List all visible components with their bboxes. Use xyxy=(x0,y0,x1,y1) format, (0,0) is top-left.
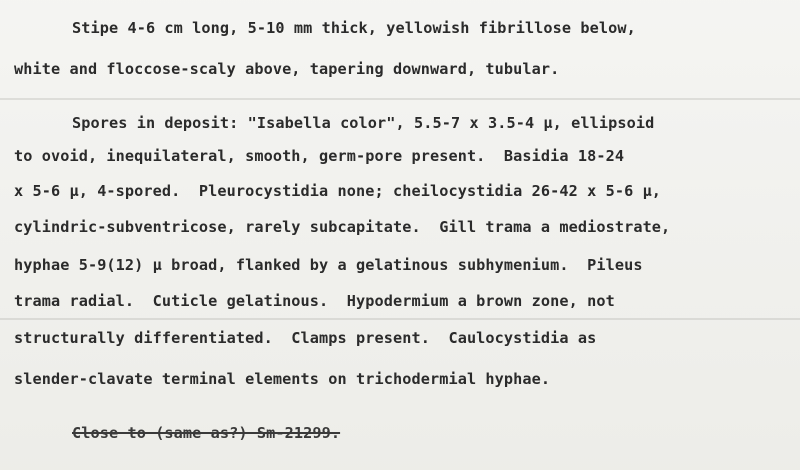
text-line: x 5-6 µ, 4-spored. Pleurocystidia none; cheilocystidia 26-42 x 5-6 µ, xyxy=(14,182,662,200)
paper-fold-line xyxy=(0,98,800,100)
text-line: Spores in deposit: "Isabella color", 5.5-7 x 3.5-4 µ, ellipsoid xyxy=(72,114,655,132)
text-line: trama radial. Cuticle gelatinous. Hypodermium a brown zone, not xyxy=(14,292,615,310)
text-line: hyphae 5-9(12) µ broad, flanked by a gelatinous subhymenium. Pileus xyxy=(14,256,643,274)
text-line: cylindric-subventricose, rarely subcapitate. Gill trama a mediostrate, xyxy=(14,218,671,236)
text-line: white and floccose-scaly above, tapering downward, tubular. xyxy=(14,60,560,78)
text-line: slender-clavate terminal elements on trichodermial hyphae. xyxy=(14,370,551,388)
text-line: structurally differentiated. Clamps present. Caulocystidia as xyxy=(14,329,597,347)
text-line: Stipe 4-6 cm long, 5-10 mm thick, yellowish fibrillose below, xyxy=(72,19,636,37)
paper-fold-line xyxy=(0,318,800,320)
text-line: to ovoid, inequilateral, smooth, germ-pore present. Basidia 18-24 xyxy=(14,147,625,165)
struck-closing-note: Close to (same as?) Sm-21299. xyxy=(72,424,341,442)
